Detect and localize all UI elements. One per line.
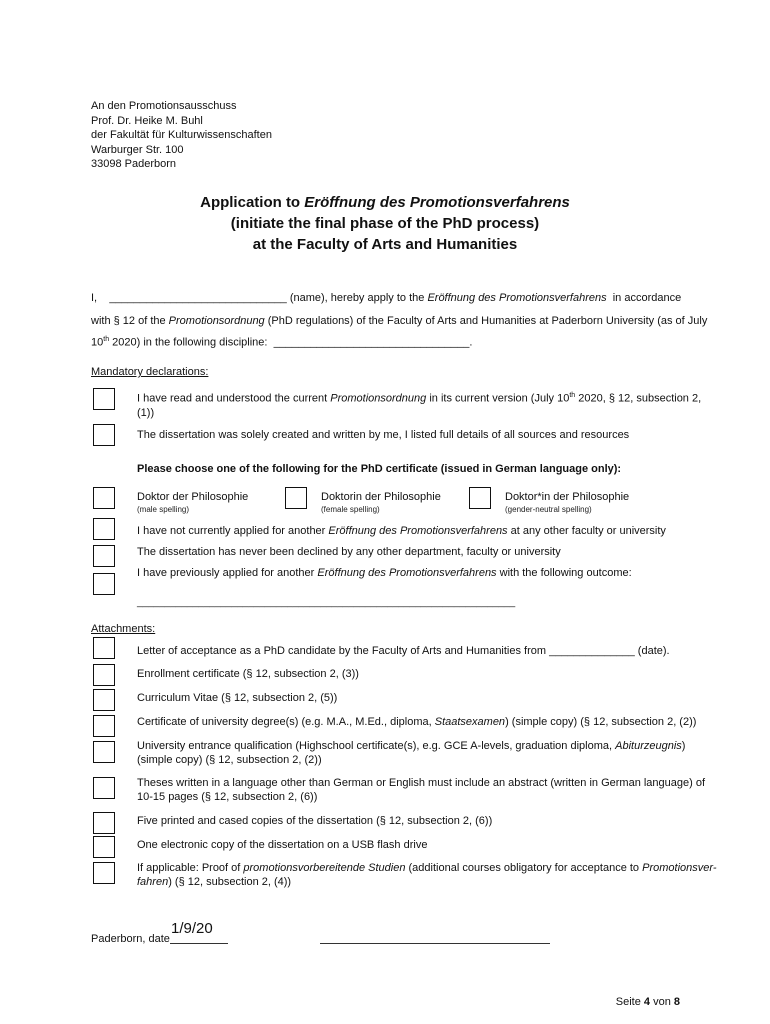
recipient-address xyxy=(91,99,272,172)
text: von xyxy=(650,996,674,1008)
text: 10 xyxy=(91,336,104,349)
title-line-2: (initiate the final phase of the PhD process) xyxy=(230,215,540,232)
checkbox-printed-copies[interactable] xyxy=(93,812,115,834)
option-doktor-in xyxy=(505,491,629,516)
title-text: Application to xyxy=(200,194,305,211)
page-number xyxy=(616,996,680,1008)
text: Seite xyxy=(615,996,644,1008)
date-underline xyxy=(170,943,228,944)
text-italic: Promotionsver- xyxy=(642,862,717,874)
text: 2020, § 12, subsection 2, xyxy=(578,392,702,405)
text: ) (§ 12, subsection 2, (4)) xyxy=(168,876,292,888)
text-italic: promotionsvorbereitende Studien xyxy=(243,862,406,874)
checkbox-electronic-copy[interactable] xyxy=(93,836,115,858)
declaration-never-declined: The dissertation has never been declined by any other department, faculty or university xyxy=(137,546,561,558)
address-line: 33098 Paderborn xyxy=(91,158,177,170)
checkbox-doktor[interactable] xyxy=(93,487,115,509)
attachment-enrollment: Enrollment certificate (§ 12, subsection 2, (3)) xyxy=(137,668,359,680)
attachment-degree-certificate xyxy=(137,715,696,729)
text-note: (gender-neutral spelling) xyxy=(505,505,592,514)
checkbox-cv[interactable] xyxy=(93,689,115,711)
checkbox-entrance-qualification[interactable] xyxy=(93,741,115,763)
page-total: 8 xyxy=(673,996,680,1008)
text: (name), hereby apply to the xyxy=(289,292,425,304)
checkbox-doktorin[interactable] xyxy=(285,487,307,509)
attachment-cv: Curriculum Vitae (§ 12, subsection 2, (5)) xyxy=(137,692,338,704)
text: (1)) xyxy=(137,406,155,419)
application-line-3 xyxy=(91,336,472,349)
text: Doktor*in der Philosophie xyxy=(505,491,630,503)
attachments-heading: Attachments: xyxy=(91,623,156,635)
text: I have previously applied for another xyxy=(137,567,315,579)
application-line-1 xyxy=(91,292,681,304)
signature-line[interactable] xyxy=(320,943,550,944)
declaration-not-applied xyxy=(137,524,666,538)
text-note: (male spelling) xyxy=(137,505,190,514)
address-line: der Fakultät für Kulturwissenschaften xyxy=(91,129,272,141)
title-line-3: at the Faculty of Arts and Humanities xyxy=(252,236,518,253)
text: with the following outcome: xyxy=(499,567,632,579)
address-line: Prof. Dr. Heike M. Buhl xyxy=(91,114,203,127)
attachment-electronic-copy: One electronic copy of the dissertation on a USB flash drive xyxy=(137,839,428,851)
checkbox-doktor-in[interactable] xyxy=(469,487,491,509)
mandatory-heading: Mandatory declarations: xyxy=(91,366,209,378)
title-italic: Eröffnung des Promotionsverfahrens xyxy=(304,194,570,211)
text-italic: Abiturzeugnis xyxy=(615,740,682,752)
text-italic: Promotionsordnung xyxy=(330,392,427,405)
date-value[interactable]: 1/9/20 xyxy=(171,920,213,937)
checkbox-read-regulations[interactable] xyxy=(93,388,115,410)
text: 10-15 pages (§ 12, subsection 2, (6)) xyxy=(137,791,318,803)
title-line-1 xyxy=(0,192,770,213)
text: Theses written in a language other than German or English must include an abstract (written in German language) of xyxy=(137,777,706,789)
text: ) (simple copy) (§ 12, subsection 2, (2)) xyxy=(505,716,697,728)
place-date-label: Paderborn, date xyxy=(91,933,170,945)
page-current: 4 xyxy=(643,996,651,1008)
declaration-read-regulations xyxy=(137,389,701,420)
checkbox-degree-certificate[interactable] xyxy=(93,715,115,737)
text: ) xyxy=(681,740,686,752)
text: (PhD regulations) of the Faculty of Arts and Humanities at Paderborn University (as of July xyxy=(267,315,708,327)
checkbox-not-applied[interactable] xyxy=(93,518,115,540)
checkbox-previously-applied[interactable] xyxy=(93,573,115,595)
text: I have read and understood the current xyxy=(137,392,328,405)
name-field[interactable]: _____________________________ xyxy=(109,292,287,304)
text-note: (female spelling) xyxy=(321,505,380,514)
checkbox-abstract[interactable] xyxy=(93,777,115,799)
text-italic: Eröffnung des Promotionsverfahrens xyxy=(427,292,607,304)
text: at any other faculty or university xyxy=(510,525,666,537)
text-italic: Eröffnung des Promotionsverfahrens xyxy=(328,525,508,537)
text: Certificate of university degree(s) (e.g. M.A., M.Ed., diploma, xyxy=(137,716,432,728)
checkbox-never-declined[interactable] xyxy=(93,545,115,567)
text: in accordance xyxy=(612,292,682,304)
text: Doktor der Philosophie xyxy=(137,491,249,503)
application-line-2 xyxy=(91,315,707,327)
superscript: th xyxy=(569,392,576,399)
attachment-letter-of-acceptance: Letter of acceptance as a PhD candidate by the Faculty of Arts and Humanities from ______________ (date). xyxy=(137,645,670,657)
text: I, xyxy=(91,292,98,304)
text: Doktorin der Philosophie xyxy=(321,491,441,503)
attachment-preparatory-studies xyxy=(137,861,717,889)
superscript: th xyxy=(103,336,110,343)
text: in its current version (July 10 xyxy=(429,392,570,405)
discipline-field[interactable]: ________________________________. xyxy=(273,336,473,349)
text: (simple copy) (§ 12, subsection 2, (2)) xyxy=(137,754,322,766)
document-title xyxy=(0,192,770,255)
text: If applicable: Proof of xyxy=(137,862,241,874)
checkbox-enrollment[interactable] xyxy=(93,664,115,686)
outcome-field[interactable]: ____________________________________________________________________ xyxy=(137,597,516,608)
certificate-heading: Please choose one of the following for the PhD certificate (issued in German language only): xyxy=(137,463,622,475)
option-doktor xyxy=(137,491,248,516)
checkbox-solely-created[interactable] xyxy=(93,424,115,446)
text: University entrance qualification (Highschool certificate(s), e.g. GCE A-levels, graduation diploma, xyxy=(137,740,613,752)
text-italic: fahren xyxy=(137,876,169,888)
text-italic: Eröffnung des Promotionsverfahrens xyxy=(317,567,497,579)
address-line: Warburger Str. 100 xyxy=(91,143,184,156)
checkbox-letter-of-acceptance[interactable] xyxy=(93,637,115,659)
declaration-previously-applied xyxy=(137,566,632,580)
text: 2020) in the following discipline: xyxy=(112,336,268,349)
option-doktorin xyxy=(321,491,441,516)
text: I have not currently applied for another xyxy=(137,525,326,537)
address-line: An den Promotionsausschuss xyxy=(91,100,237,112)
text: (additional courses obligatory for acceptance to xyxy=(408,862,640,874)
attachment-abstract xyxy=(137,776,705,804)
text-italic: Staatsexamen xyxy=(434,716,506,728)
text: with § 12 of the xyxy=(91,315,166,327)
attachment-printed-copies: Five printed and cased copies of the dissertation (§ 12, subsection 2, (6)) xyxy=(137,815,493,827)
text-italic: Promotionsordnung xyxy=(168,315,265,327)
checkbox-preparatory-studies[interactable] xyxy=(93,862,115,884)
declaration-solely-created: The dissertation was solely created and written by me, I listed full details of all sources and resources xyxy=(137,429,630,441)
attachment-entrance-qualification xyxy=(137,739,685,767)
